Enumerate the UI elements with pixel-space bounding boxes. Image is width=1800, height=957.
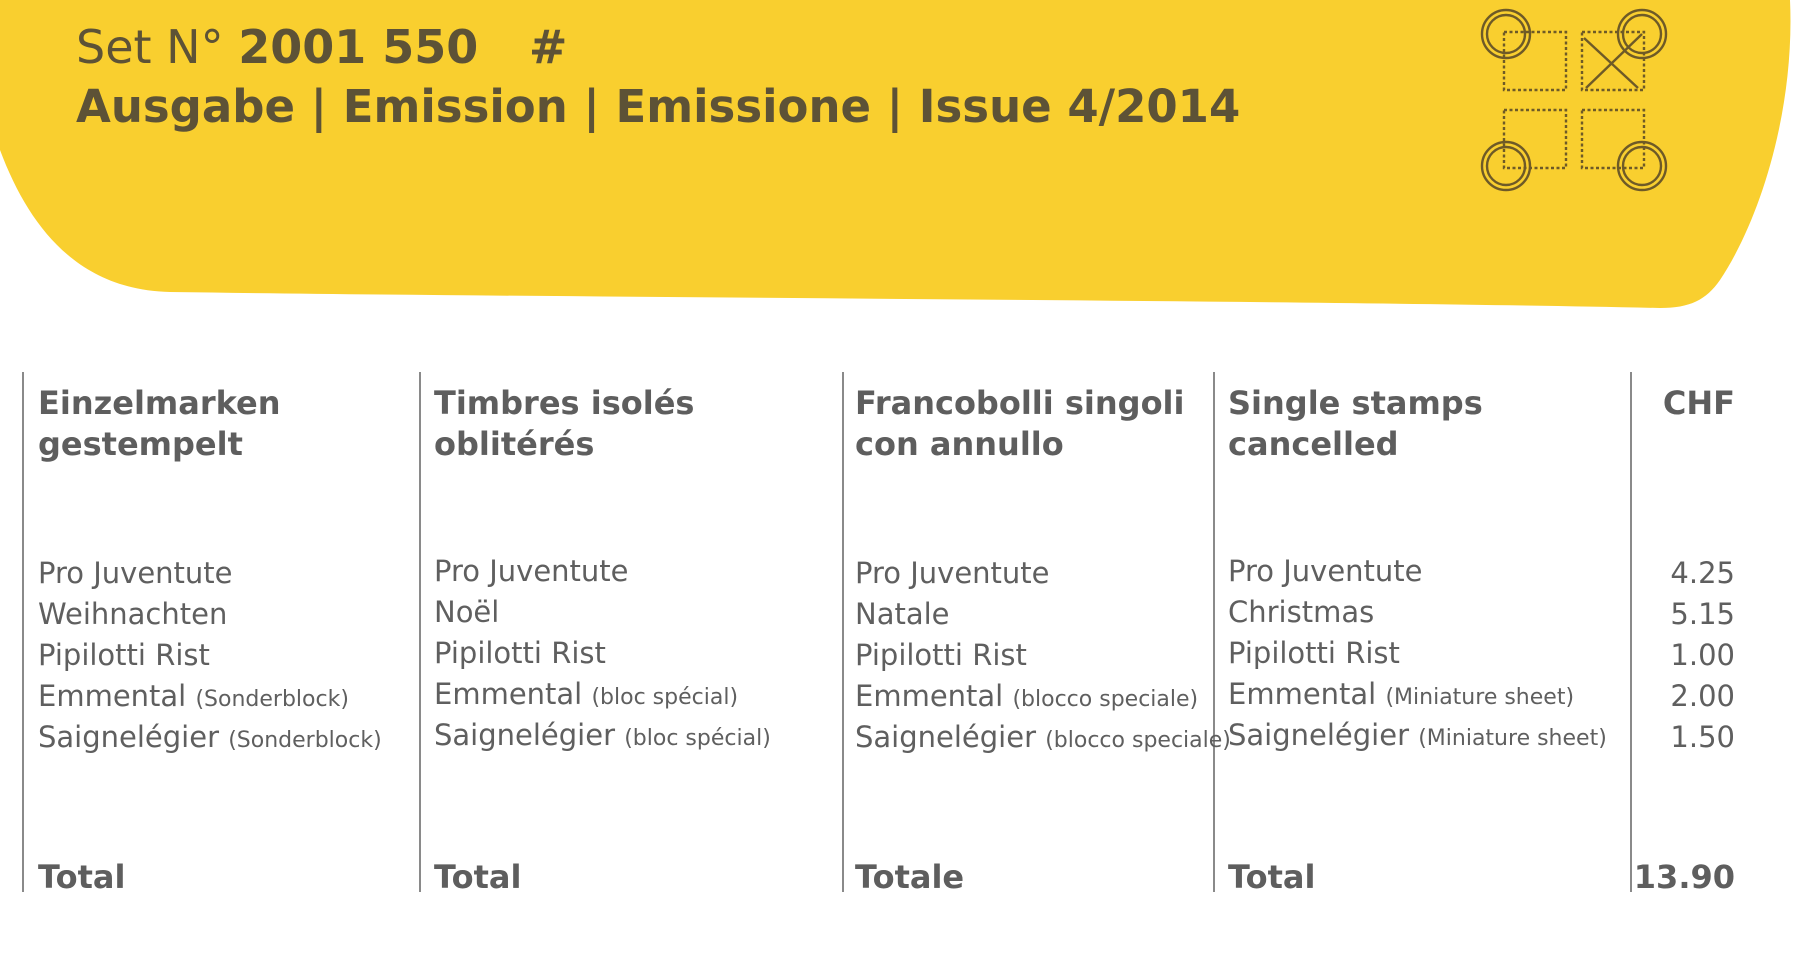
total-label: Total — [1228, 858, 1316, 896]
column-divider — [22, 372, 24, 892]
column-divider — [419, 372, 421, 892]
item-note: (bloc spécial) — [624, 726, 771, 751]
list-item: Emmental (bloc spécial) — [434, 677, 739, 711]
column-divider — [1630, 372, 1632, 892]
column-title: Timbres isolés oblitérés — [434, 384, 695, 463]
column-title: Single stamps cancelled — [1228, 384, 1483, 463]
column-english — [1228, 383, 1607, 896]
cancelled-stamps-icon — [1476, 4, 1672, 194]
stamp-list — [434, 551, 771, 756]
price-value: 4.25 — [1670, 556, 1735, 590]
list-item: Noël — [434, 595, 500, 629]
list-item: Pro Juventute — [38, 556, 233, 590]
list-item: Pipilotti Rist — [1228, 636, 1400, 670]
price-list — [1670, 553, 1735, 758]
total-label: Total — [38, 858, 126, 896]
price-total: 13.90 — [1633, 858, 1735, 896]
list-item: Emmental (Sonderblock) — [38, 679, 349, 713]
total-label: Total — [434, 858, 522, 896]
item-note: (Sonderblock) — [228, 728, 382, 753]
issue-title: Ausgabe | Emission | Emissione | Issue 4/2014 — [76, 80, 1241, 133]
list-item: Emmental (Miniature sheet) — [1228, 677, 1575, 711]
list-item: Weihnachten — [38, 597, 228, 631]
item-note: (Sonderblock) — [195, 687, 349, 712]
list-item: Saignelégier (bloc spécial) — [434, 718, 771, 752]
list-item: Saignelégier (Sonderblock) — [38, 720, 382, 754]
column-title: Einzelmarken gestempelt — [38, 384, 281, 463]
stamp-list — [855, 553, 1231, 758]
list-item: Pipilotti Rist — [434, 636, 606, 670]
total-label: Totale — [855, 858, 965, 896]
item-note: (bloc spécial) — [591, 685, 739, 710]
stamp-list — [1228, 551, 1607, 756]
price-value: 2.00 — [1670, 679, 1735, 713]
column-title: Francobolli singoli con annullo — [855, 384, 1185, 463]
column-italian — [855, 383, 1231, 896]
set-prefix: Set N° — [76, 20, 224, 74]
price-value: 1.50 — [1670, 720, 1735, 754]
list-item: Pro Juventute — [434, 554, 629, 588]
list-item: Christmas — [1228, 595, 1375, 629]
item-note: (blocco speciale) — [1045, 728, 1231, 753]
list-item: Pipilotti Rist — [855, 638, 1027, 672]
list-item: Emmental (blocco speciale) — [855, 679, 1199, 713]
item-note: (Miniature sheet) — [1385, 685, 1575, 710]
column-german — [38, 383, 382, 896]
currency-header: CHF — [1662, 384, 1735, 422]
price-value: 5.15 — [1670, 597, 1735, 631]
price-value: 1.00 — [1670, 638, 1735, 672]
item-note: (blocco speciale) — [1012, 687, 1199, 712]
list-item: Saignelégier (Miniature sheet) — [1228, 718, 1607, 752]
list-item: Pipilotti Rist — [38, 638, 210, 672]
column-divider — [842, 372, 844, 892]
list-item: Natale — [855, 597, 950, 631]
set-number-line — [76, 20, 567, 74]
list-item: Saignelégier (blocco speciale) — [855, 720, 1231, 754]
list-item: Pro Juventute — [1228, 554, 1423, 588]
list-item: Pro Juventute — [855, 556, 1050, 590]
item-note: (Miniature sheet) — [1418, 726, 1607, 751]
stamp-list — [38, 553, 382, 758]
set-number: 2001 550 — [238, 20, 479, 74]
column-french — [434, 383, 771, 896]
set-mark: # — [528, 20, 568, 74]
